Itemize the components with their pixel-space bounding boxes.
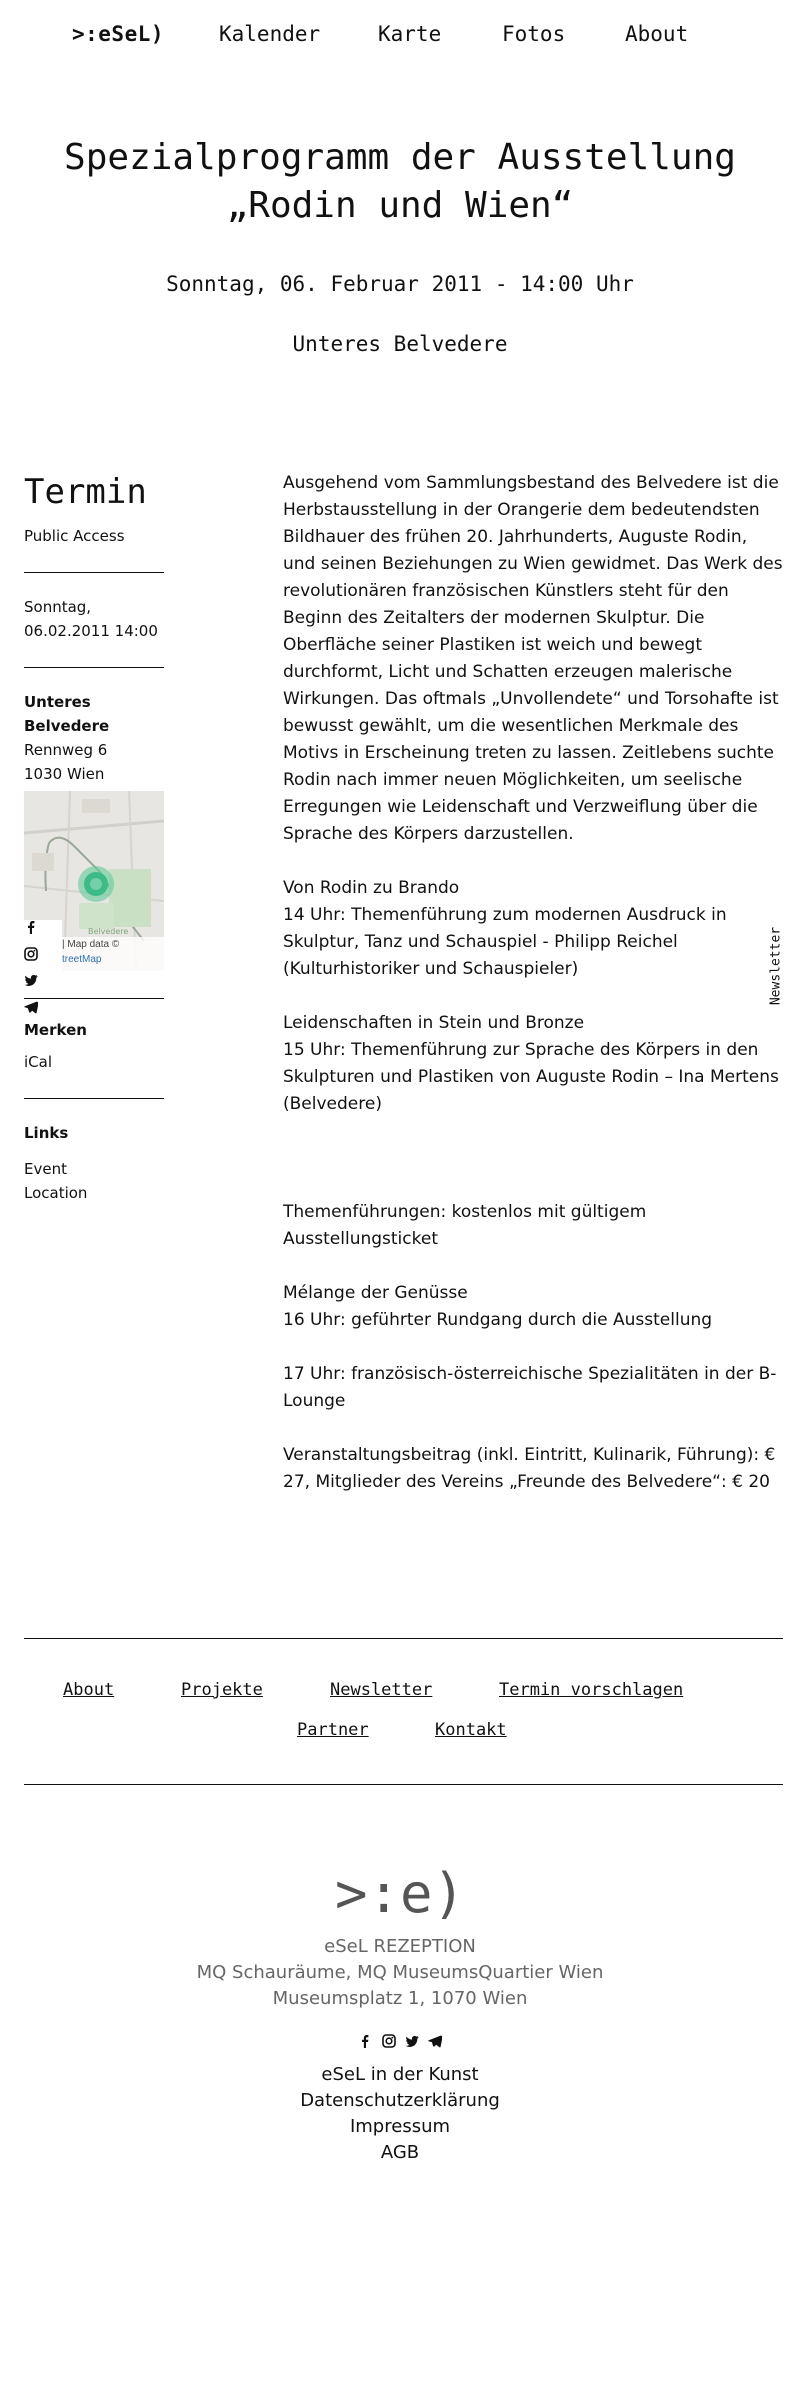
price-note: Veranstaltungsbeitrag (inkl. Eintritt, Kulinarik, Führung): € 27, Mitglieder des Vereins „Freunde des Belvedere“: € 20: [283, 1445, 776, 1492]
footer-link-about[interactable]: About: [63, 1680, 115, 1700]
program-block-1-title: Von Rodin zu Brando: [283, 878, 460, 898]
link-location[interactable]: Location: [24, 1184, 88, 1202]
program-block-1-text: 14 Uhr: Themenführung zum modernen Ausdruck in Skulptur, Tanz und Schauspiel - Philipp Reichel (Kulturhistoriker und Schauspieler): [283, 905, 727, 979]
map-marker-icon[interactable]: [76, 864, 116, 904]
footer-divider-bottom: [24, 1784, 783, 1785]
newsletter-tab-label: Newsletter: [768, 926, 784, 1006]
footer-address-line2: Museumsplatz 1, 1070 Wien: [272, 1988, 528, 2009]
footer-link-termin-vorschlagen[interactable]: Termin vorschlagen: [499, 1680, 684, 1700]
footer-social-icons: [358, 2034, 444, 2050]
program-block-3-title: Mélange der Genüsse: [283, 1283, 468, 1303]
divider: [24, 998, 164, 999]
footer-nav-agb[interactable]: AGB: [380, 2142, 420, 2163]
nav-link-about[interactable]: About: [625, 22, 689, 46]
footer-divider-top: [24, 1638, 783, 1639]
event-title: [60, 134, 740, 230]
event-sidebar: [24, 470, 164, 786]
map-label: Belvedere: [88, 927, 129, 936]
venue-street: Rennweg 6: [24, 741, 108, 759]
access-label: Public Access: [24, 527, 125, 545]
nav-link-fotos[interactable]: Fotos: [502, 22, 566, 46]
instagram-icon[interactable]: [24, 947, 38, 961]
twitter-icon[interactable]: [405, 2034, 419, 2048]
ical-link[interactable]: iCal: [24, 1053, 53, 1071]
top-navigation: [0, 22, 800, 54]
venue-name[interactable]: Unteres Belvedere: [24, 693, 110, 735]
links-heading: Links: [24, 1124, 69, 1142]
program-block-4-text: 17 Uhr: französisch-österreichische Spezialitäten in der B-Lounge: [283, 1364, 777, 1411]
instagram-icon[interactable]: [382, 2034, 396, 2048]
map-credit-text: | Map data ©: [62, 939, 120, 950]
tour-fee-note: Themenführungen: kostenlos mit gültigem Ausstellungsticket: [283, 1202, 647, 1249]
footer-nav-datenschutz[interactable]: Datenschutzerklärung: [300, 2090, 500, 2111]
program-block-2-title: Leidenschaften in Stein und Bronze: [283, 1013, 585, 1033]
divider: [24, 572, 164, 573]
nav-link-kalender[interactable]: Kalender: [219, 22, 321, 46]
footer-link-kontakt[interactable]: Kontakt: [435, 1720, 507, 1740]
footer-link-newsletter[interactable]: Newsletter: [330, 1680, 433, 1700]
divider: [24, 667, 164, 668]
event-date: Sonntag, 06. Februar 2011 - 14:00 Uhr: [166, 272, 634, 296]
event-sidebar-lower: [24, 998, 164, 1205]
link-event[interactable]: Event: [24, 1160, 67, 1178]
newsletter-tab[interactable]: [766, 925, 786, 1007]
merken-heading: Merken: [24, 1021, 87, 1039]
footer-link-partner[interactable]: Partner: [297, 1720, 369, 1740]
venue-city: 1030 Wien: [24, 765, 105, 783]
footer-link-projekte[interactable]: Projekte: [181, 1680, 263, 1700]
event-title-line2: „Rodin und Wien“: [226, 185, 574, 226]
footer-logo[interactable]: >:e): [334, 1862, 466, 1925]
event-venue: Unteres Belvedere: [292, 332, 508, 356]
sidebar-date-line1: Sonntag,: [24, 598, 92, 616]
nav-link-karte[interactable]: Karte: [378, 22, 442, 46]
program-block-2-text: 15 Uhr: Themenführung zur Sprache des Körpers in den Skulpturen und Plastiken von Auguste Rodin – Ina Mertens (Belvedere): [283, 1040, 779, 1114]
divider: [24, 1098, 164, 1099]
footer-address-line1: MQ Schauräume, MQ MuseumsQuartier Wien: [196, 1962, 604, 1983]
termin-heading: Termin: [24, 472, 147, 512]
twitter-icon[interactable]: [24, 973, 38, 987]
footer-org-name: eSeL REZEPTION: [324, 1936, 476, 1957]
program-block-3-text: 16 Uhr: geführter Rundgang durch die Ausstellung: [283, 1310, 713, 1330]
facebook-icon[interactable]: [24, 920, 38, 934]
footer-nav-kunst[interactable]: eSeL in der Kunst: [321, 2064, 479, 2085]
facebook-icon[interactable]: [358, 2034, 372, 2048]
site-logo[interactable]: >:eSeL): [72, 22, 165, 46]
event-title-line1: Spezialprogramm der Ausstellung: [64, 137, 736, 178]
intro-paragraph: Ausgehend vom Sammlungsbestand des Belvedere ist die Herbstausstellung in der Orangerie dem bedeutendsten Bildhauer des frühen 20. Jahrhunderts, Auguste Rodin, und seinen Beziehungen zu Wien gewidmet. Das Werk des revolutionären französischen Künstlers steht für den Beginn des Zeitalters der modernen Skulptur. Die Oberfläche seiner Plastiken ist weich und bewegt durchformt, Licht und Schatten erzeugen malerische Wirkungen. Das oftmals „Unvollendete“ und Torsohafte ist bewusst gewählt, um die wesentlichen Merkmale des Motivs in Erscheinung treten zu lassen. Zeitlebens suchte Rodin nach immer neuen Möglichkeiten, um seelische Erregungen wie Leidenschaft und Verzweiflung über die Sprache des Körpers darzustellen.: [283, 473, 783, 844]
map-credit-link[interactable]: treetMap: [62, 954, 102, 965]
event-description: [283, 470, 783, 1496]
footer-nav-impressum[interactable]: Impressum: [349, 2116, 451, 2137]
sidebar-date-line2: 06.02.2011 14:00: [24, 622, 158, 640]
telegram-icon[interactable]: [428, 2034, 442, 2048]
